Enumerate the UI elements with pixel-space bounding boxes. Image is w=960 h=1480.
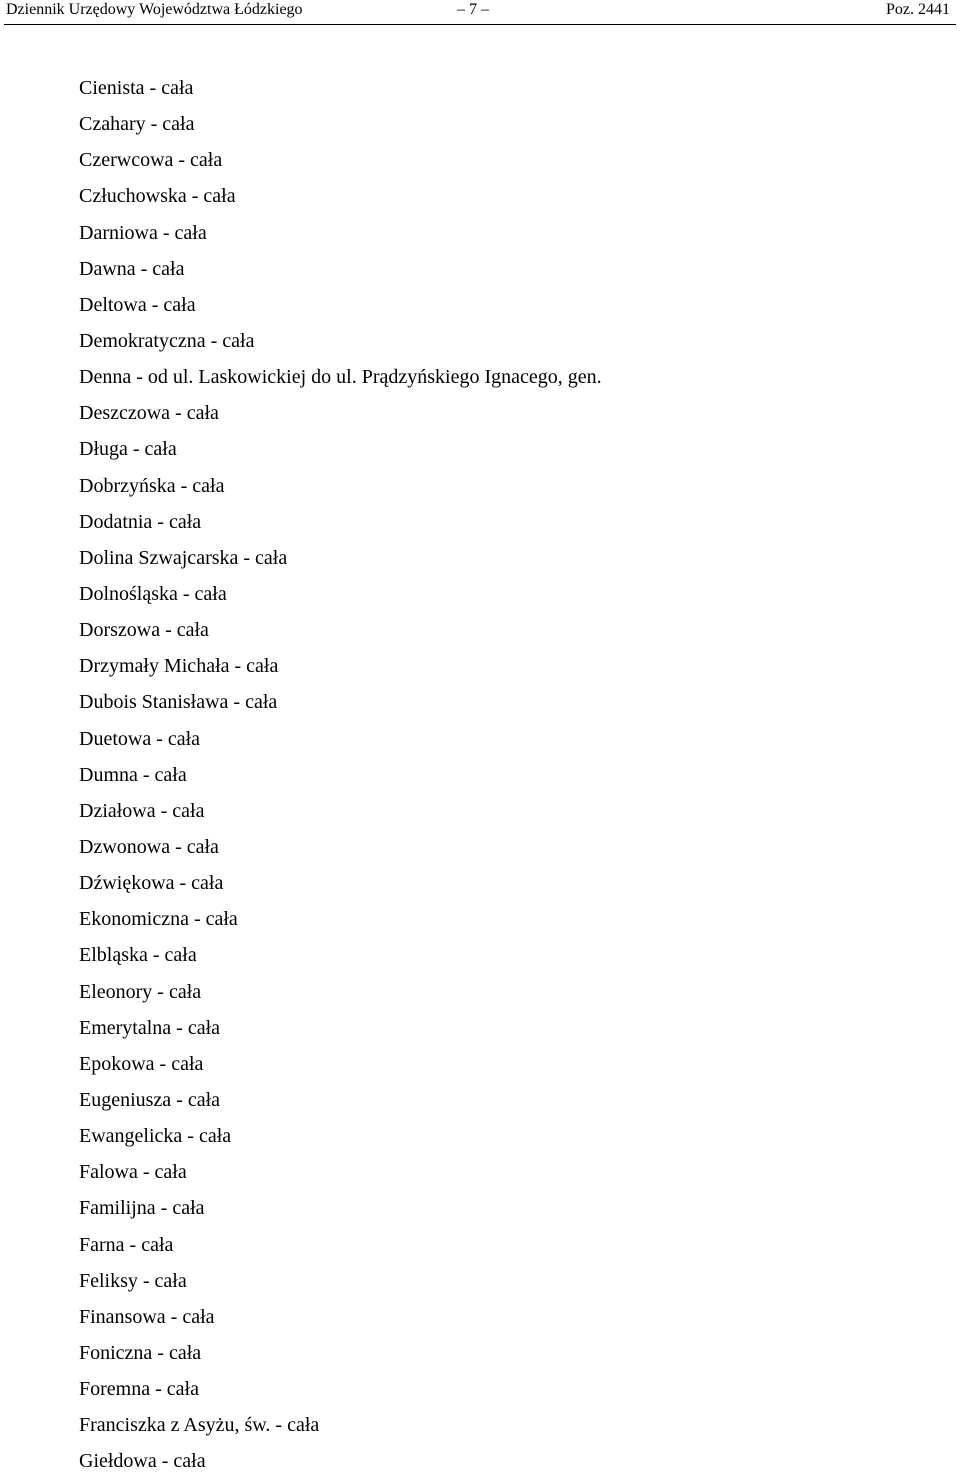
street-item: Dodatnia - cała xyxy=(79,510,202,533)
street-item: Eleonory - cała xyxy=(79,980,202,1003)
street-item: Giełdowa - cała xyxy=(79,1450,206,1473)
street-item: Farna - cała xyxy=(79,1233,174,1256)
street-item: Dubois Stanisława - cała xyxy=(79,691,278,714)
street-item: Franciszka z Asyżu, św. - cała xyxy=(79,1414,320,1437)
street-item: Dolina Szwajcarska - cała xyxy=(79,546,288,569)
street-item: Demokratyczna - cała xyxy=(79,329,255,352)
street-item: Dorszowa - cała xyxy=(79,619,209,642)
street-item: Duetowa - cała xyxy=(79,727,201,750)
page-header xyxy=(0,0,960,26)
street-item: Dumna - cała xyxy=(79,763,187,786)
street-item: Dzwonowa - cała xyxy=(79,835,219,858)
street-item: Człuchowska - cała xyxy=(79,185,236,208)
street-item: Działowa - cała xyxy=(79,799,205,822)
street-item: Cienista - cała xyxy=(79,77,194,99)
street-item: Feliksy - cała xyxy=(79,1269,187,1292)
street-item: Deszczowa - cała xyxy=(79,402,219,425)
street-item: Deltowa - cała xyxy=(79,293,196,316)
street-item: Dźwiękowa - cała xyxy=(79,872,224,895)
street-item: Emerytalna - cała xyxy=(79,1016,221,1039)
street-item: Foremna - cała xyxy=(79,1378,199,1401)
street-item: Ewangelicka - cała xyxy=(79,1125,232,1148)
street-item: Elbląska - cała xyxy=(79,944,197,967)
page-number: – 7 – xyxy=(457,1,489,18)
street-list xyxy=(79,70,602,1479)
street-item: Familijna - cała xyxy=(79,1197,205,1220)
street-item: Drzymały Michała - cała xyxy=(79,655,279,678)
street-item: Finansowa - cała xyxy=(79,1305,215,1328)
street-item: Foniczna - cała xyxy=(79,1341,202,1364)
street-item: Eugeniusza - cała xyxy=(79,1088,221,1111)
street-item: Ekonomiczna - cała xyxy=(79,908,238,931)
street-item: Dolnośląska - cała xyxy=(79,582,227,605)
street-item: Epokowa - cała xyxy=(79,1052,204,1075)
street-item: Dawna - cała xyxy=(79,257,185,280)
street-item: Falowa - cała xyxy=(79,1161,187,1184)
street-item: Dobrzyńska - cała xyxy=(79,474,225,497)
street-item: Czahary - cała xyxy=(79,113,195,136)
street-item: Denna - od ul. Laskowickiej do ul. Prądzyńskiego Ignacego, gen. xyxy=(79,366,602,389)
street-item: Czerwcowa - cała xyxy=(79,149,223,172)
journal-title: Dziennik Urzędowy Województwa Łódzkiego xyxy=(6,1,303,18)
position-number: Poz. 2441 xyxy=(886,1,950,18)
street-item: Darniowa - cała xyxy=(79,221,207,244)
street-item: Długa - cała xyxy=(79,438,177,461)
header-divider xyxy=(4,24,956,25)
